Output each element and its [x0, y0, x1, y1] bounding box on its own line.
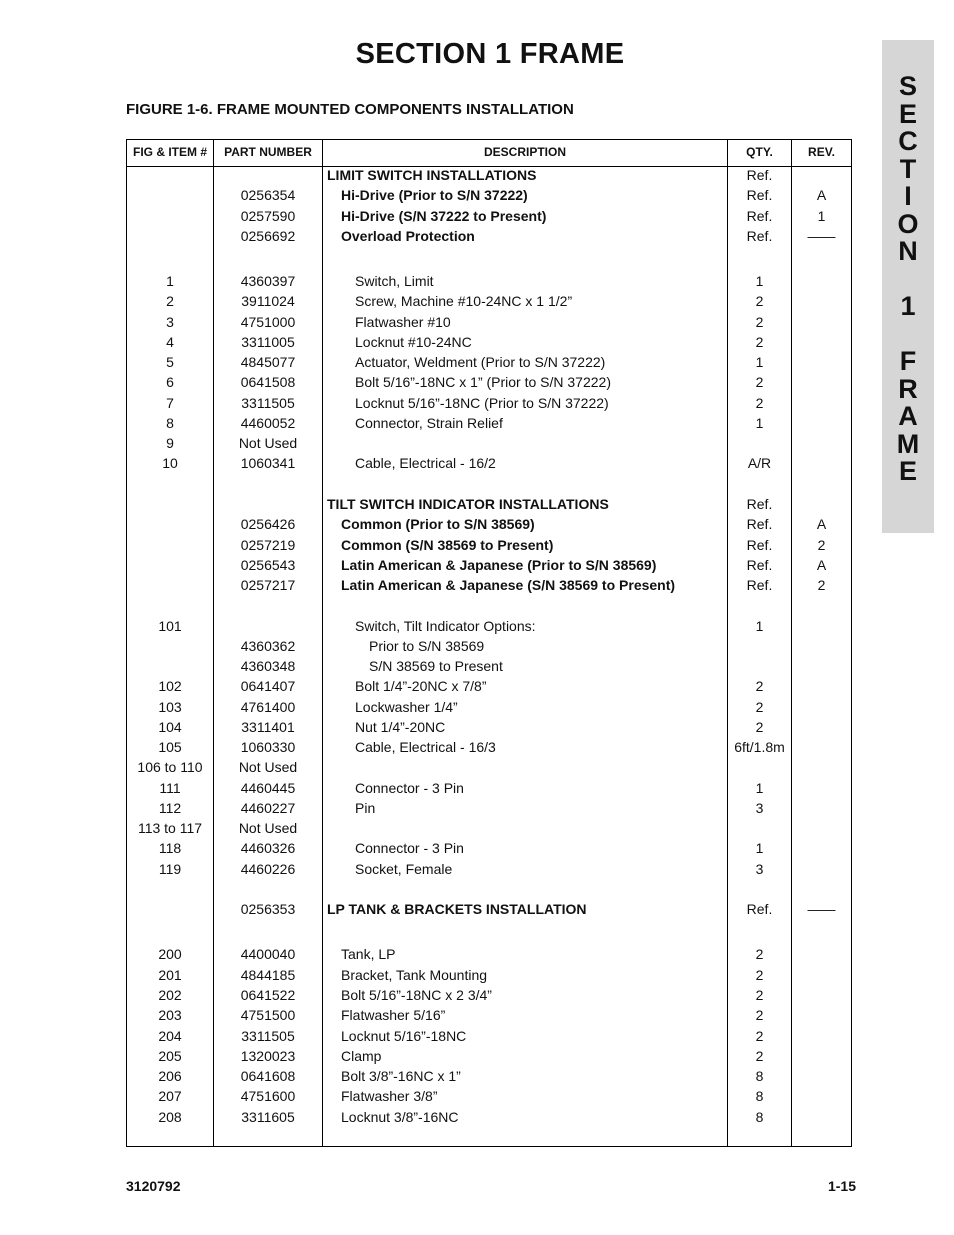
cell-qty: 8	[755, 1109, 764, 1125]
table-row	[127, 944, 851, 964]
side-tab-letter: E	[898, 456, 917, 486]
cell-description: Nut 1/4”-20NC	[355, 719, 446, 735]
cell-part-number: 4460226	[240, 861, 296, 877]
cell-rev: 2	[817, 537, 826, 553]
cell-qty: 2	[755, 374, 764, 390]
cell-part-number: 4751600	[240, 1088, 296, 1104]
cell-part-number: 4460052	[240, 415, 296, 431]
cell-description: Bolt 5/16”-18NC x 2 3/4”	[341, 987, 492, 1003]
cell-part-number: 0257219	[240, 537, 296, 553]
cell-qty: A/R	[747, 455, 772, 471]
table-row	[127, 838, 851, 858]
cell-description: Latin American & Japanese (Prior to S/N 38569)	[341, 557, 657, 573]
table-row	[127, 291, 851, 311]
cell-fig-item: 118	[158, 840, 182, 856]
cell-description: Connector - 3 Pin	[355, 840, 464, 856]
cell-description: TILT SWITCH INDICATOR INSTALLATIONS	[327, 496, 609, 512]
cell-description: Cable, Electrical - 16/3	[355, 739, 496, 755]
cell-qty: Ref.	[746, 208, 773, 224]
table-row	[127, 575, 851, 595]
table-row	[127, 1046, 851, 1066]
table-row	[127, 312, 851, 332]
cell-description: Flatwasher 3/8”	[341, 1088, 438, 1104]
cell-description: Bracket, Tank Mounting	[341, 967, 488, 983]
cell-description: Clamp	[341, 1048, 382, 1064]
table-row	[127, 859, 851, 879]
cell-fig-item: 104	[158, 719, 182, 735]
cell-fig-item: 8	[166, 415, 174, 431]
cell-fig-item: 202	[158, 987, 182, 1003]
cell-part-number: 1060330	[240, 739, 296, 755]
cell-fig-item: 113 to 117	[137, 820, 203, 836]
cell-qty: 2	[755, 678, 764, 694]
side-tab-letter	[882, 266, 934, 294]
cell-part-number: 4360362	[240, 638, 296, 654]
table-row	[127, 352, 851, 372]
cell-qty: 2	[755, 314, 764, 330]
table-row	[127, 494, 851, 514]
table-row	[127, 717, 851, 737]
cell-fig-item: 119	[158, 861, 182, 877]
cell-qty: 8	[755, 1088, 764, 1104]
cell-qty: 2	[755, 1007, 764, 1023]
table-row	[127, 778, 851, 798]
cell-part-number: 0641407	[240, 678, 296, 694]
table-row	[127, 697, 851, 717]
cell-part-number: 4761400	[240, 699, 296, 715]
cell-part-number: 3911024	[241, 293, 295, 309]
cell-fig-item: 208	[158, 1109, 182, 1125]
cell-qty: Ref.	[746, 577, 773, 593]
cell-qty: 2	[755, 719, 764, 735]
cell-description: Cable, Electrical - 16/2	[355, 455, 496, 471]
table-row	[127, 1086, 851, 1106]
cell-part-number: 0257590	[240, 208, 296, 224]
cell-description: Hi-Drive (Prior to S/N 37222)	[341, 187, 528, 203]
cell-part-number: 3311401	[241, 719, 295, 735]
cell-qty: Ref.	[746, 228, 773, 244]
cell-fig-item: 207	[158, 1088, 182, 1104]
cell-fig-item: 105	[158, 739, 182, 755]
table-row	[127, 1107, 851, 1127]
cell-description: Overload Protection	[341, 228, 475, 244]
side-tab-letter: I	[904, 181, 912, 211]
cell-qty: 2	[755, 967, 764, 983]
table-row	[127, 372, 851, 392]
cell-part-number: 1320023	[240, 1048, 296, 1064]
cell-description: Locknut 5/16”-18NC	[341, 1028, 467, 1044]
table-row	[127, 393, 851, 413]
cell-description: Screw, Machine #10-24NC x 1 1/2”	[355, 293, 573, 309]
table-row	[127, 757, 851, 777]
cell-part-number: 3311505	[241, 395, 295, 411]
cell-part-number: 0256354	[240, 187, 296, 203]
side-tab-letter: C	[898, 126, 918, 156]
table-row	[127, 985, 851, 1005]
cell-part-number: 4844185	[240, 967, 296, 983]
cell-rev: A	[816, 557, 827, 573]
side-tab-letter: R	[898, 373, 918, 404]
cell-description: S/N 38569 to Present	[369, 658, 503, 674]
cell-description: Prior to S/N 38569	[369, 638, 485, 654]
cell-description: Actuator, Weldment (Prior to S/N 37222)	[355, 354, 606, 370]
cell-description: LIMIT SWITCH INSTALLATIONS	[327, 167, 537, 183]
side-tab-letter: T	[899, 153, 917, 184]
cell-qty: 2	[755, 946, 764, 962]
cell-qty: 2	[755, 987, 764, 1003]
cell-part-number: 3311005	[241, 334, 295, 350]
cell-description: Hi-Drive (S/N 37222 to Present)	[341, 208, 547, 224]
table-row	[127, 555, 851, 575]
cell-part-number: Not Used	[238, 820, 298, 836]
cell-qty: 1	[755, 354, 764, 370]
table-row	[127, 271, 851, 291]
cell-part-number: 4751000	[240, 314, 296, 330]
cell-fig-item: 103	[158, 699, 182, 715]
cell-description: Locknut #10-24NC	[355, 334, 472, 350]
cell-qty: Ref.	[746, 557, 773, 573]
cell-description: Tank, LP	[341, 946, 396, 962]
cell-rev: ——	[807, 228, 836, 244]
cell-qty: 1	[755, 840, 764, 856]
cell-qty: 3	[755, 800, 764, 816]
cell-qty: 2	[755, 334, 764, 350]
table-row	[127, 206, 851, 226]
cell-part-number: 0641508	[240, 374, 296, 390]
cell-qty: Ref.	[746, 901, 773, 917]
cell-rev: A	[816, 516, 827, 532]
cell-qty: 8	[755, 1068, 764, 1084]
table-row	[127, 737, 851, 757]
cell-rev: A	[816, 187, 827, 203]
page-number: 1-15	[827, 1178, 856, 1194]
table-row	[127, 1026, 851, 1046]
cell-part-number: 3311505	[241, 1028, 295, 1044]
cell-qty: Ref.	[746, 496, 773, 512]
cell-qty: 6ft/1.8m	[734, 739, 785, 755]
cell-rev: 2	[817, 577, 826, 593]
table-row	[127, 165, 851, 185]
cell-description: Locknut 5/16”-18NC (Prior to S/N 37222)	[355, 395, 609, 411]
table-row	[127, 453, 851, 473]
figure-title: FIGURE 1-6. FRAME MOUNTED COMPONENTS INSTALLATION	[126, 101, 574, 118]
cell-description: Socket, Female	[355, 861, 453, 877]
cell-fig-item: 9	[166, 435, 174, 451]
cell-part-number: 0641608	[240, 1068, 296, 1084]
table-row	[127, 798, 851, 818]
table-row	[127, 656, 851, 676]
cell-qty: 2	[755, 395, 764, 411]
table-row	[127, 433, 851, 453]
side-tab-letter: M	[896, 428, 920, 459]
cell-part-number: 4460227	[240, 800, 296, 816]
side-tab-letter: A	[898, 401, 918, 431]
cell-description: Switch, Tilt Indicator Options:	[355, 618, 536, 634]
cell-part-number: 4400040	[240, 946, 296, 962]
section-side-tab	[882, 40, 934, 533]
cell-fig-item: 4	[166, 334, 174, 350]
cell-part-number: 0641522	[240, 987, 296, 1003]
table-row	[127, 899, 851, 919]
cell-qty: Ref.	[746, 187, 773, 203]
table-row	[127, 514, 851, 534]
cell-part-number: 4751500	[240, 1007, 296, 1023]
cell-description: Connector - 3 Pin	[355, 780, 464, 796]
cell-qty: 2	[755, 1048, 764, 1064]
table-row	[127, 616, 851, 636]
cell-description: Bolt 5/16”-18NC x 1” (Prior to S/N 37222)	[355, 374, 611, 390]
cell-description: Common (S/N 38569 to Present)	[341, 537, 554, 553]
cell-qty: Ref.	[746, 537, 773, 553]
table-row	[127, 818, 851, 838]
cell-fig-item: 200	[158, 946, 182, 962]
side-tab-letters	[882, 73, 934, 486]
table-row	[127, 1066, 851, 1086]
table-row	[127, 226, 851, 246]
cell-rev: 1	[817, 208, 826, 224]
document-number: 3120792	[126, 1178, 181, 1194]
cell-fig-item: 6	[166, 374, 174, 390]
table-row	[127, 676, 851, 696]
cell-qty: 2	[755, 1028, 764, 1044]
cell-part-number: 0256426	[240, 516, 296, 532]
side-tab-letter: N	[898, 236, 918, 266]
header-part-number: PART NUMBER	[224, 145, 312, 159]
header-description: DESCRIPTION	[483, 145, 566, 159]
cell-part-number: 0257217	[240, 577, 296, 593]
cell-part-number: 4845077	[240, 354, 296, 370]
side-tab-letter: S	[898, 71, 917, 101]
cell-qty: 1	[755, 415, 764, 431]
cell-part-number: Not Used	[238, 435, 298, 451]
table-row	[127, 636, 851, 656]
cell-fig-item: 101	[158, 618, 182, 634]
cell-part-number: 4360397	[240, 273, 296, 289]
cell-description: Switch, Limit	[355, 273, 434, 289]
header-fig-item: FIG & ITEM #	[132, 145, 207, 159]
cell-fig-item: 204	[158, 1028, 182, 1044]
cell-qty: Ref.	[746, 516, 773, 532]
cell-description: Flatwasher #10	[355, 314, 451, 330]
cell-part-number: 0256543	[240, 557, 296, 573]
cell-description: Flatwasher 5/16”	[341, 1007, 446, 1023]
header-rev: REV.	[808, 145, 835, 159]
table-row	[127, 965, 851, 985]
cell-fig-item: 106 to 110	[137, 759, 203, 775]
cell-fig-item: 112	[158, 800, 182, 816]
cell-fig-item: 10	[162, 455, 178, 471]
cell-part-number: 1060341	[240, 455, 296, 471]
cell-qty: 1	[755, 273, 764, 289]
cell-description: Latin American & Japanese (S/N 38569 to Present)	[341, 577, 676, 593]
cell-fig-item: 5	[166, 354, 174, 370]
cell-qty: 3	[755, 861, 764, 877]
header-qty: QTY.	[746, 145, 773, 159]
side-tab-letter: F	[899, 346, 917, 376]
cell-fig-item: 203	[158, 1007, 182, 1023]
cell-qty: 2	[755, 293, 764, 309]
cell-part-number: 4460445	[240, 780, 296, 796]
cell-qty: 2	[755, 699, 764, 715]
cell-fig-item: 1	[166, 273, 174, 289]
side-tab-letter: O	[897, 208, 919, 239]
cell-part-number: 0256692	[240, 228, 296, 244]
side-tab-letter: 1	[900, 291, 916, 321]
side-tab-letter	[882, 321, 934, 349]
side-tab-letter: E	[898, 98, 917, 129]
cell-description: Connector, Strain Relief	[355, 415, 503, 431]
page-title: SECTION 1 FRAME	[355, 38, 625, 70]
cell-part-number: 4460326	[240, 840, 296, 856]
cell-part-number: 3311605	[241, 1109, 295, 1125]
table-header	[127, 140, 851, 167]
cell-fig-item: 206	[158, 1068, 182, 1084]
cell-part-number: 0256353	[240, 901, 296, 917]
table-row	[127, 1005, 851, 1025]
table-row	[127, 413, 851, 433]
cell-rev: ——	[807, 901, 836, 917]
cell-description: Locknut 3/8”-16NC	[341, 1109, 459, 1125]
cell-fig-item: 111	[159, 780, 181, 796]
cell-description: Bolt 1/4”-20NC x 7/8”	[355, 678, 487, 694]
cell-fig-item: 205	[158, 1048, 182, 1064]
table-row	[127, 185, 851, 205]
cell-qty: 1	[755, 618, 764, 634]
cell-description: Pin	[355, 800, 376, 816]
cell-qty: Ref.	[746, 167, 773, 183]
cell-fig-item: 201	[158, 967, 182, 983]
cell-fig-item: 3	[166, 314, 174, 330]
cell-part-number: Not Used	[238, 759, 298, 775]
table-row	[127, 535, 851, 555]
cell-qty: 1	[755, 780, 764, 796]
cell-description: Common (Prior to S/N 38569)	[341, 516, 535, 532]
parts-table	[126, 139, 852, 1147]
cell-part-number: 4360348	[240, 658, 296, 674]
cell-description: Lockwasher 1/4”	[355, 699, 458, 715]
cell-fig-item: 2	[166, 293, 174, 309]
cell-fig-item: 102	[158, 678, 182, 694]
table-row	[127, 332, 851, 352]
cell-description: LP TANK & BRACKETS INSTALLATION	[327, 901, 587, 917]
cell-fig-item: 7	[166, 395, 174, 411]
cell-description: Bolt 3/8”-16NC x 1”	[341, 1068, 461, 1084]
